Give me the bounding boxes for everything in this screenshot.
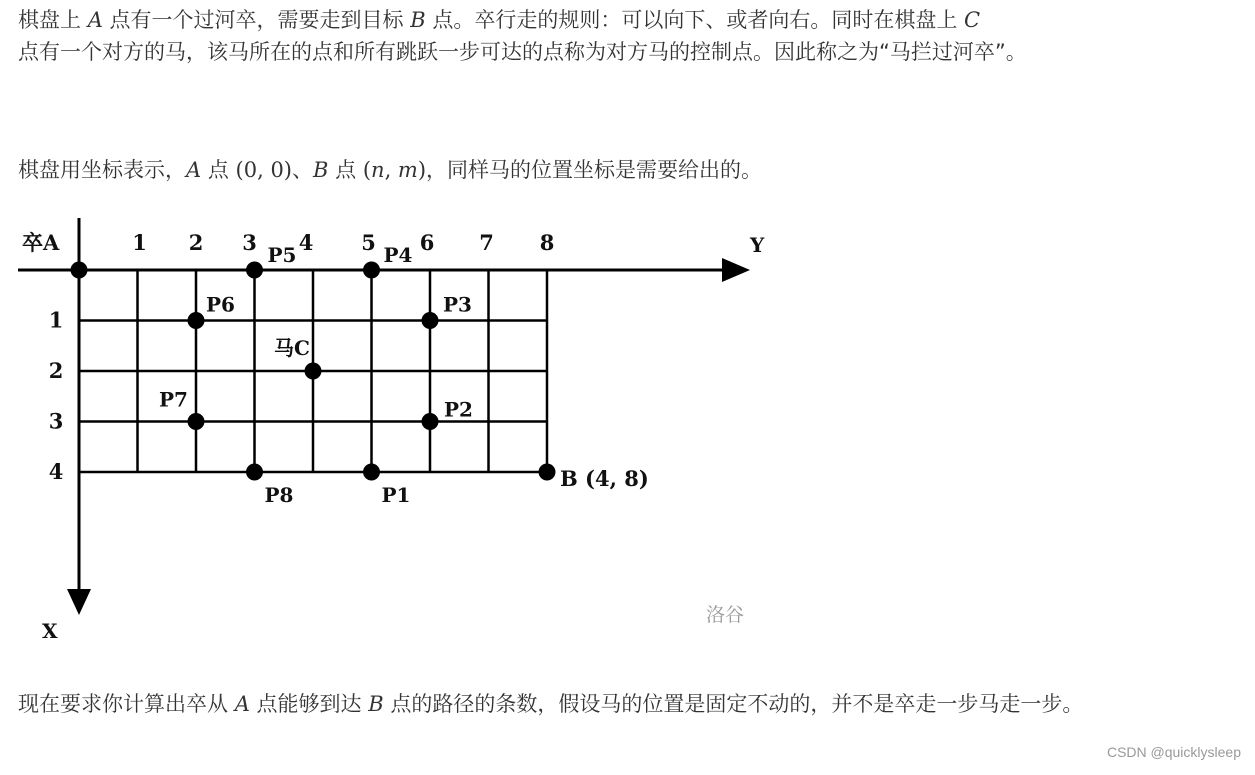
- math-paren-open: (: [362, 158, 372, 182]
- math-paren-close: ): [417, 158, 427, 182]
- axes: [18, 218, 750, 615]
- column-label: 2: [188, 230, 204, 255]
- math-b: B: [313, 158, 329, 182]
- coords-text-4: 点: [335, 158, 357, 182]
- control-point-p1: [363, 464, 380, 481]
- math-b: B: [368, 692, 384, 716]
- column-label: 4: [298, 230, 314, 255]
- coordinate-paragraph: [18, 154, 1223, 186]
- intro-text-3: 点。卒行走的规则：可以向下、或者向右。同时在棋盘上: [432, 8, 958, 32]
- csdn-credit: CSDN @quicklysleep: [1106, 744, 1241, 760]
- control-point-p3: [422, 312, 439, 329]
- target-point: [539, 464, 556, 481]
- control-point-label: P7: [159, 387, 188, 412]
- coords-text-2: 点: [207, 158, 229, 182]
- axis-labels: [22, 230, 765, 643]
- x-axis-label: X: [42, 619, 58, 643]
- control-point-p8: [246, 464, 263, 481]
- intro-text-2: 点有一个过河卒，需要走到目标: [109, 8, 404, 32]
- control-point-label: P3: [443, 292, 472, 317]
- row-label: 3: [48, 408, 64, 434]
- control-point-label: P2: [444, 397, 473, 422]
- column-label: 1: [132, 230, 147, 255]
- control-point-label: P6: [206, 292, 235, 317]
- math-a: A: [234, 692, 250, 716]
- question-paragraph: [18, 688, 1223, 720]
- control-point-label: P8: [264, 483, 294, 507]
- control-point-p6: [188, 312, 205, 329]
- question-text-1: 现在要求你计算出卒从: [18, 692, 228, 716]
- column-label: 8: [539, 230, 555, 255]
- origin-label: 卒A: [22, 230, 60, 255]
- column-label: 3: [242, 230, 257, 255]
- math-a: A: [87, 8, 103, 32]
- question-text-3: 点的路径的条数，假设马的位置是固定不动的，并不是卒走一步马走一步。: [390, 692, 1084, 716]
- control-point-p4: [363, 262, 380, 279]
- math-comma: ,: [384, 158, 398, 182]
- y-axis-arrow-icon: [722, 258, 750, 282]
- horse-label: 马C: [274, 336, 310, 360]
- math-a-coord: (0, 0): [235, 158, 293, 182]
- control-point-label: P4: [383, 243, 413, 267]
- origin-point: [71, 262, 88, 279]
- horse-point: [305, 363, 322, 380]
- x-axis-arrow-icon: [67, 589, 91, 615]
- board-points: [49, 230, 556, 507]
- target-label: B (4, 8): [560, 466, 649, 491]
- row-label: 2: [48, 358, 64, 383]
- coords-text-3: 、: [292, 158, 314, 182]
- coords-text-1: 棋盘用坐标表示，: [18, 158, 186, 182]
- column-label: 5: [361, 230, 376, 255]
- control-point-p7: [188, 413, 205, 430]
- problem-intro-paragraph: [18, 4, 1223, 68]
- column-label: 6: [419, 230, 435, 255]
- control-point-p5: [246, 262, 263, 279]
- control-point-label: P5: [267, 243, 297, 267]
- column-label: 7: [479, 230, 494, 255]
- coords-text-5: ，同样马的位置坐标是需要给出的。: [426, 158, 763, 182]
- row-label: 4: [48, 459, 64, 484]
- math-c: C: [964, 8, 981, 32]
- chessboard-figure: [0, 212, 800, 652]
- intro-text-4: 点有一个对方的马，该马所在的点和所有跳跃一步可达的点称为对方马的控制点。因此称之为“马拦过河卒”。: [18, 40, 1027, 64]
- control-point-label: P1: [381, 483, 411, 507]
- question-text-2: 点能够到达: [256, 692, 362, 716]
- math-b: B: [410, 8, 426, 32]
- math-a: A: [186, 158, 202, 182]
- y-axis-label: Y: [750, 233, 765, 257]
- intro-text-1: 棋盘上: [18, 8, 81, 32]
- math-m: m: [397, 158, 418, 182]
- control-point-p2: [422, 413, 439, 430]
- row-label: 1: [48, 307, 64, 333]
- math-n: n: [371, 158, 385, 182]
- watermark: 洛谷: [706, 604, 745, 626]
